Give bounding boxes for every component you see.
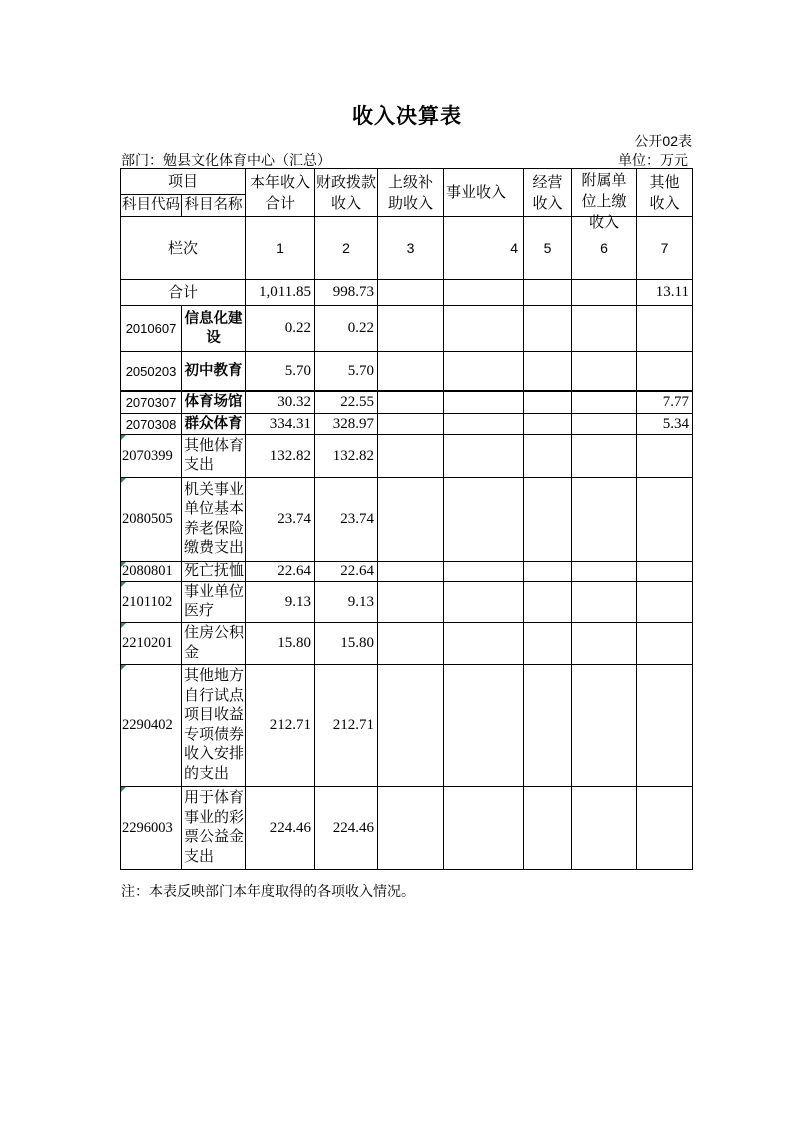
superior-subsidy-cell xyxy=(378,582,444,623)
fiscal-appropriation-value: 9.13 xyxy=(347,593,374,610)
total-income-cell xyxy=(246,665,315,787)
column-index-value: 2 xyxy=(342,240,350,256)
header-fiscal-appropriation xyxy=(315,169,378,217)
subject-name-cell xyxy=(182,478,246,562)
fiscal-appropriation-value: 22.64 xyxy=(340,563,374,579)
superior-subsidy-cell xyxy=(378,435,444,478)
other-income-cell xyxy=(637,562,693,582)
subsidiary-remittance-cell xyxy=(572,623,637,665)
column-index-2 xyxy=(315,217,378,280)
other-income-cell xyxy=(637,582,693,623)
subject-name-value: 信息化建设 xyxy=(184,310,243,346)
business-income-cell xyxy=(444,435,524,478)
subject-code-value: 2070308 xyxy=(125,416,177,432)
superior-subsidy-cell xyxy=(378,306,444,352)
business-income-cell xyxy=(444,665,524,787)
header-total-income xyxy=(246,169,315,217)
subject-code-value: 2210201 xyxy=(122,635,173,651)
page-title: 收入决算表 xyxy=(352,105,462,128)
subject-name-value: 机关事业单位基本养老保险缴费支出 xyxy=(184,481,245,556)
total-income-value: 0.22 xyxy=(284,320,311,336)
fiscal-appropriation-value: 212.71 xyxy=(332,717,374,733)
subject-code-cell xyxy=(121,623,182,665)
column-index-1 xyxy=(246,217,315,280)
subject-code-value: 2070307 xyxy=(125,395,177,410)
total-income-cell xyxy=(246,623,315,665)
other-income-cell xyxy=(637,414,693,435)
column-index-value: 6 xyxy=(600,240,608,256)
business-income-cell xyxy=(444,787,524,870)
column-index-5 xyxy=(524,217,572,280)
subject-code-value: 2101102 xyxy=(122,593,173,610)
other-income-cell xyxy=(637,435,693,478)
operating-income-cell xyxy=(524,392,572,414)
subject-name-cell xyxy=(182,582,246,623)
other-income-cell xyxy=(637,478,693,562)
subject-name-cell xyxy=(182,623,246,665)
column-index-label xyxy=(121,217,246,280)
header-operating-income xyxy=(524,169,572,217)
business-income-cell xyxy=(444,582,524,623)
subsidiary-remittance-cell xyxy=(572,665,637,787)
subject-code-cell xyxy=(121,478,182,562)
fiscal-appropriation-cell xyxy=(315,352,378,392)
subsidiary-remittance-cell xyxy=(572,414,637,435)
operating-income-cell xyxy=(524,623,572,665)
fiscal-appropriation-cell xyxy=(315,787,378,870)
fiscal-appropriation-value: 0.22 xyxy=(347,320,374,336)
subject-code-cell xyxy=(121,787,182,870)
superior-subsidy-cell xyxy=(378,665,444,787)
subject-name-cell xyxy=(182,392,246,414)
column-index-value: 7 xyxy=(660,240,669,256)
other-income-cell xyxy=(637,352,693,392)
fiscal-appropriation-value: 328.97 xyxy=(332,415,374,432)
footnote: 注：本表反映部门本年度取得的各项收入情况。 xyxy=(121,885,415,900)
fiscal-appropriation-cell xyxy=(315,392,378,414)
subject-name-cell xyxy=(182,665,246,787)
other-income-cell xyxy=(637,623,693,665)
column-index-4 xyxy=(444,217,524,280)
other-income-cell xyxy=(637,392,693,414)
column-index-label-text: 栏次 xyxy=(167,239,198,257)
fiscal-appropriation-cell xyxy=(315,435,378,478)
subject-name-value: 群众体育 xyxy=(184,415,243,432)
income-table xyxy=(120,168,693,870)
business-income-cell xyxy=(444,392,524,414)
total-income-cell xyxy=(246,787,315,870)
total-value: 13.11 xyxy=(655,284,689,300)
total-subsidiary-remittance xyxy=(572,280,637,306)
header-operating-income-label: 经营收入 xyxy=(532,173,563,212)
header-superior-subsidy xyxy=(378,169,444,217)
business-income-cell xyxy=(444,306,524,352)
subject-code-value: 2290402 xyxy=(122,717,173,733)
total-row-label-text: 合计 xyxy=(167,284,198,301)
fiscal-appropriation-cell xyxy=(315,562,378,582)
total-row-label xyxy=(121,280,246,306)
subject-name-value: 用于体育事业的彩票公益金支出 xyxy=(184,790,245,865)
column-index-3 xyxy=(378,217,444,280)
header-other-income xyxy=(637,169,693,217)
operating-income-cell xyxy=(524,306,572,352)
operating-income-cell xyxy=(524,435,572,478)
operating-income-cell xyxy=(524,665,572,787)
header-total-income-label: 本年收入合计 xyxy=(249,173,310,212)
total-income-value: 23.74 xyxy=(277,511,311,527)
form-number: 公开02表 xyxy=(634,133,692,149)
total-income-value: 224.46 xyxy=(269,819,311,836)
subject-name-cell xyxy=(182,414,246,435)
header-business-income xyxy=(444,169,524,217)
fiscal-appropriation-cell xyxy=(315,665,378,787)
column-index-value: 4 xyxy=(510,240,518,256)
column-index-value: 5 xyxy=(543,240,552,256)
header-item xyxy=(121,169,246,195)
subject-name-cell xyxy=(182,352,246,392)
subject-code-value: 2080505 xyxy=(122,511,173,527)
fiscal-appropriation-cell xyxy=(315,306,378,352)
header-subsidiary-remittance xyxy=(572,169,637,231)
header-subject-name xyxy=(182,195,246,217)
fiscal-appropriation-value: 23.74 xyxy=(340,511,374,527)
total-income-cell xyxy=(246,352,315,392)
total-income-cell xyxy=(246,435,315,478)
total-income-value: 15.80 xyxy=(277,635,311,651)
other-income-value: 5.34 xyxy=(662,415,689,432)
total-income-cell xyxy=(246,582,315,623)
subject-name-cell xyxy=(182,435,246,478)
operating-income-cell xyxy=(524,352,572,392)
column-index-value: 1 xyxy=(276,240,284,256)
subject-name-cell xyxy=(182,562,246,582)
superior-subsidy-cell xyxy=(378,623,444,665)
total-fiscal-appropriation xyxy=(315,280,378,306)
subsidiary-remittance-cell xyxy=(572,582,637,623)
subject-name-value: 体育场馆 xyxy=(184,394,243,410)
subsidiary-remittance-cell xyxy=(572,352,637,392)
subject-name-value: 初中教育 xyxy=(184,362,243,379)
total-income-value: 5.70 xyxy=(284,362,311,379)
total-income-cell xyxy=(246,392,315,414)
header-superior-subsidy-label: 上级补助收入 xyxy=(387,173,433,212)
total-value: 998.73 xyxy=(332,284,374,300)
header-subsidiary-remittance-label: 附属单位上缴收入 xyxy=(581,172,627,231)
total-other-income xyxy=(637,280,693,306)
subject-code-cell xyxy=(121,435,182,478)
subject-name-value: 住房公积金 xyxy=(184,625,245,661)
business-income-cell xyxy=(444,414,524,435)
subject-name-value: 事业单位医疗 xyxy=(184,583,245,619)
fiscal-appropriation-value: 15.80 xyxy=(340,635,374,651)
header-business-income-label: 事业收入 xyxy=(446,184,507,201)
total-value: 1,011.85 xyxy=(259,284,311,300)
department-label: 部门：勉县文化体育中心（汇总） xyxy=(121,152,331,168)
subject-code-value: 2050203 xyxy=(125,363,177,379)
subject-code-cell xyxy=(121,414,182,435)
unit-label: 单位：万元 xyxy=(618,152,688,168)
subject-name-value: 死亡抚恤 xyxy=(184,562,245,579)
operating-income-cell xyxy=(524,414,572,435)
total-income-cell xyxy=(246,562,315,582)
fiscal-appropriation-cell xyxy=(315,478,378,562)
subsidiary-remittance-cell xyxy=(572,392,637,414)
total-income-value: 9.13 xyxy=(284,593,311,610)
header-item-label: 项目 xyxy=(167,173,198,190)
subsidiary-remittance-cell xyxy=(572,306,637,352)
subject-code-cell xyxy=(121,665,182,787)
total-operating-income xyxy=(524,280,572,306)
other-income-value: 7.77 xyxy=(662,394,689,410)
business-income-cell xyxy=(444,562,524,582)
subject-code-cell xyxy=(121,582,182,623)
subject-name-value: 其他地方自行试点项目收益专项债券收入安排的支出 xyxy=(184,668,245,782)
fiscal-appropriation-value: 22.55 xyxy=(340,394,374,410)
subject-name-cell xyxy=(182,787,246,870)
total-income-value: 212.71 xyxy=(269,717,311,733)
subsidiary-remittance-cell xyxy=(572,562,637,582)
header-subject-code xyxy=(121,195,182,217)
total-income-value: 132.82 xyxy=(269,447,311,464)
superior-subsidy-cell xyxy=(378,352,444,392)
total-income-value: 334.31 xyxy=(269,415,311,432)
total-income-cell xyxy=(246,306,315,352)
subject-code-value: 2080801 xyxy=(122,563,173,579)
fiscal-appropriation-cell xyxy=(315,414,378,435)
fiscal-appropriation-value: 224.46 xyxy=(332,819,374,836)
total-total-income xyxy=(246,280,315,306)
total-income-cell xyxy=(246,478,315,562)
fiscal-appropriation-value: 132.82 xyxy=(332,447,374,464)
superior-subsidy-cell xyxy=(378,562,444,582)
operating-income-cell xyxy=(524,562,572,582)
column-index-6 xyxy=(572,217,637,280)
subject-code-cell xyxy=(121,562,182,582)
column-index-value: 3 xyxy=(406,240,415,256)
subject-code-cell xyxy=(121,352,182,392)
other-income-cell xyxy=(637,665,693,787)
subject-code-value: 2070399 xyxy=(122,447,173,464)
operating-income-cell xyxy=(524,787,572,870)
superior-subsidy-cell xyxy=(378,414,444,435)
other-income-cell xyxy=(637,306,693,352)
total-business-income xyxy=(444,280,524,306)
total-income-value: 22.64 xyxy=(277,563,311,579)
subject-code-cell xyxy=(121,306,182,352)
fiscal-appropriation-cell xyxy=(315,623,378,665)
subject-name-value: 其他体育支出 xyxy=(184,437,245,473)
subject-code-value: 2010607 xyxy=(125,321,177,336)
superior-subsidy-cell xyxy=(378,787,444,870)
business-income-cell xyxy=(444,352,524,392)
total-income-value: 30.32 xyxy=(277,394,311,410)
total-superior-subsidy xyxy=(378,280,444,306)
superior-subsidy-cell xyxy=(378,478,444,562)
fiscal-appropriation-value: 5.70 xyxy=(347,362,374,379)
header-fiscal-appropriation-label: 财政拨款收入 xyxy=(315,173,376,212)
column-index-7 xyxy=(637,217,693,280)
header-subject-code-label: 科目代码 xyxy=(122,197,180,213)
header-other-income-label: 其他收入 xyxy=(649,173,680,212)
operating-income-cell xyxy=(524,478,572,562)
business-income-cell xyxy=(444,623,524,665)
header-subject-name-label: 科目名称 xyxy=(184,197,243,213)
subsidiary-remittance-cell xyxy=(572,478,637,562)
business-income-cell xyxy=(444,478,524,562)
subsidiary-remittance-cell xyxy=(572,787,637,870)
subsidiary-remittance-cell xyxy=(572,435,637,478)
superior-subsidy-cell xyxy=(378,392,444,414)
fiscal-appropriation-cell xyxy=(315,582,378,623)
subject-name-cell xyxy=(182,306,246,352)
subject-code-value: 2296003 xyxy=(122,819,173,836)
operating-income-cell xyxy=(524,582,572,623)
other-income-cell xyxy=(637,787,693,870)
subject-code-cell xyxy=(121,392,182,414)
total-income-cell xyxy=(246,414,315,435)
